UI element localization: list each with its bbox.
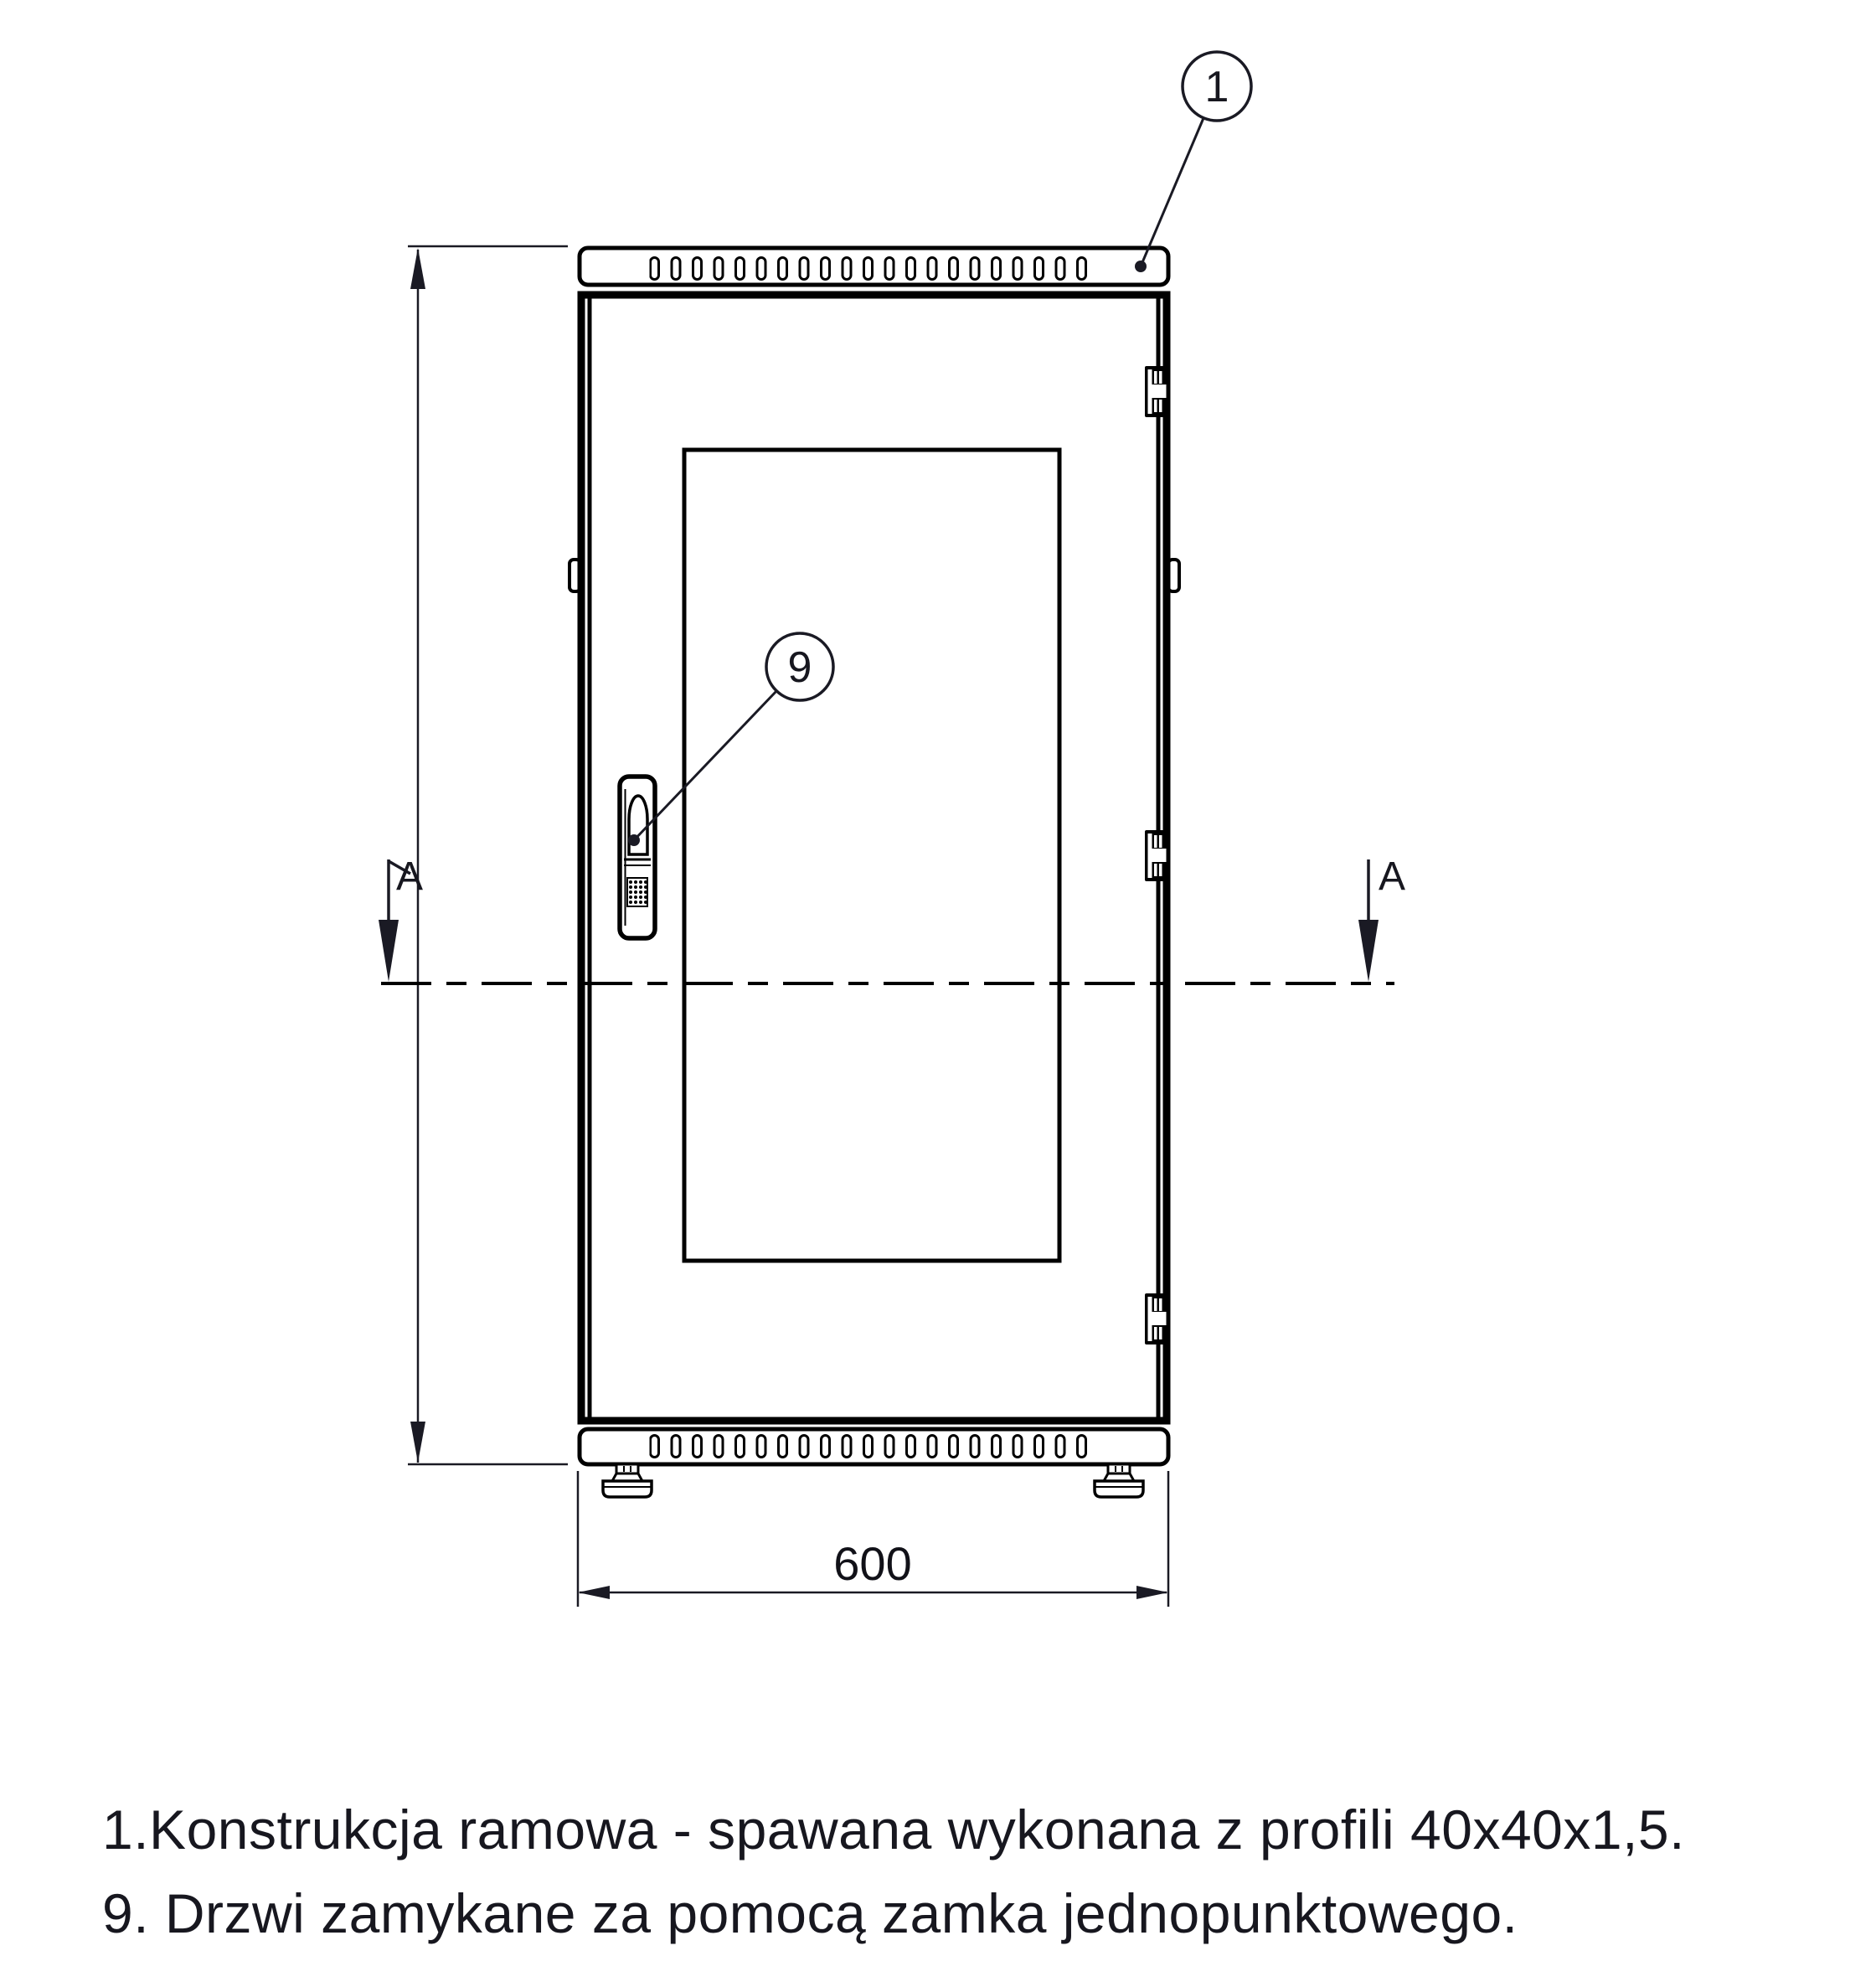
height-dimension-line [408, 246, 568, 1464]
hinge-bottom [1145, 1293, 1170, 1344]
handle-lever [629, 796, 647, 854]
width-dimension-label: 600 [833, 1537, 912, 1590]
dimension-arrow-down [410, 1422, 425, 1463]
note-line-1: 1.Konstrukcja ramowa - spawana wykonana z profili 40x40x1,5. [102, 1799, 1685, 1861]
dimension-arrow-right [1136, 1586, 1168, 1599]
glass-window [684, 450, 1059, 1261]
door-handle [620, 777, 655, 938]
cabinet-top-rail [580, 248, 1168, 285]
top-vent-slots [650, 256, 1088, 281]
section-arrow-right [1358, 854, 1405, 982]
section-arrow-left [379, 854, 423, 982]
section-label-right: A [1378, 854, 1406, 899]
hinge-top [1145, 366, 1170, 417]
leveling-foot-right [1095, 1464, 1143, 1497]
section-label-left: A [395, 854, 424, 899]
note-line-2: 9. Drzwi zamykane za pomocą zamka jednopunktowego. [102, 1882, 1518, 1944]
hinge-middle [1145, 830, 1170, 881]
dimension-arrow-up [410, 248, 425, 289]
callout-balloon-9 [766, 633, 833, 700]
callout-label-9: 9 [787, 643, 812, 692]
lock-grip-texture [627, 878, 647, 906]
cabinet-bottom-rail [580, 1429, 1168, 1464]
bottom-vent-slots [650, 1434, 1088, 1458]
leveling-foot-left [603, 1464, 652, 1497]
callout-balloon-1 [1183, 52, 1251, 121]
callout-label-1: 1 [1204, 63, 1229, 111]
dimension-arrow-left [578, 1586, 610, 1599]
